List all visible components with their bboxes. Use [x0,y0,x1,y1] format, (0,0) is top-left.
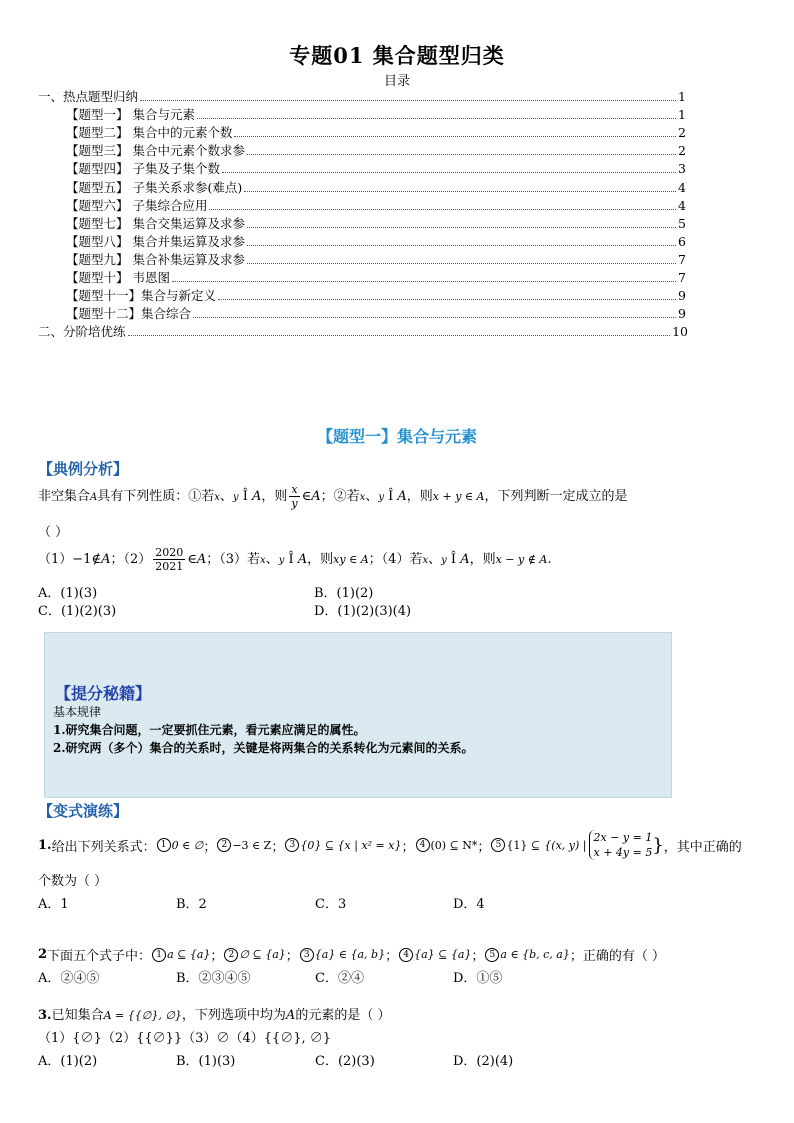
toc-entry-page: 1 [678,107,686,123]
toc-entry[interactable] [66,234,686,250]
example-analysis-heading: 【典例分析】 [38,460,129,478]
toc-entry[interactable] [66,161,686,177]
toc-entry-page: 6 [678,233,686,249]
toc-entry-page: 2 [678,125,686,141]
q2-choice-a: A．②④⑤ [38,971,100,986]
toc-entry-page: 7 [678,270,686,285]
choice-b: B．(1)(2) [314,586,374,601]
page-title: 专题01 集合题型归类 [289,43,505,68]
toc-entry[interactable] [38,324,688,340]
q2-choice-b: B．②③④⑤ [176,971,251,986]
toc-leader-dots [193,317,676,318]
toc-leader-dots [234,136,676,137]
toc-entry-page: 9 [678,288,686,304]
toc-entry-page: 1 [678,89,686,104]
toc-leader-dots [197,118,676,119]
toc-entry-page: 4 [678,197,686,213]
toc-entry-label: 【题型十一】集合与新定义 [66,288,217,304]
toc-heading: 目录 [383,74,410,89]
question-3-options: （1）{∅}（2）{{∅}}（3）∅（4）{{∅}, ∅} [38,1031,332,1046]
q1-choice-c: C．3 [315,897,347,912]
toc-leader-dots [247,227,676,228]
toc-leader-dots [218,299,676,300]
toc-entry-label: 二、分阶培优练 [38,324,126,340]
toc-entry-label: 【题型八】 集合并集运算及求参 [66,233,245,249]
q3-choice-d: D．(2)(4) [453,1054,514,1069]
toc-leader-dots [140,100,676,101]
variant-practice-heading: 【变式演练】 [38,802,129,820]
toc-entry-page: 3 [678,161,686,177]
toc-entry-page: 5 [678,215,686,231]
toc-entry[interactable] [66,306,686,322]
toc-entry[interactable] [66,216,686,232]
toc-entry-label: 【题型十】 韦恩图 [66,270,170,285]
question-1: 1. 给出下列关系式： 1 0 ∈ ∅ ； 2 −3 ∈ Z ； 3 {0} ⊆ {x | x² = x} ； 4 (0) ⊆ N* ； 5 {1} ⊆ {(x, y) | 2x − y = 1 x + 4y = 5 } ，其中正确的 [38,831,742,859]
tips-line-2: 2.研究两（多个）集合的关系时，关键是将两集合的关系转化为元素间的关系。 [53,741,474,755]
q2-choice-c: C．②④ [315,971,364,986]
q1-choice-d: D．4 [453,897,485,912]
toc-entry-label: 【题型七】 集合交集运算及求参 [66,215,245,231]
toc-entry-label: 【题型九】 集合补集运算及求参 [66,251,245,267]
toc-entry-label: 【题型一】 集合与元素 [66,107,195,123]
toc-entry[interactable] [66,198,686,214]
q3-choice-b: B．(1)(3) [176,1054,236,1069]
choice-d: D．(1)(2)(3)(4) [314,604,412,619]
toc-leader-dots [128,335,671,336]
q1-choice-b: B．2 [176,897,207,912]
question-1-line-2: 个数为（ ） [38,874,108,889]
q3-choice-a: A．(1)(2) [38,1054,98,1069]
choice-a: A．(1)(3) [38,586,98,601]
toc-entry-label: 【题型四】 子集及子集个数 [66,161,220,177]
toc-entry-page: 9 [678,306,686,322]
section-heading: 【题型一】集合与元素 [316,427,477,446]
tips-line-1: 1.研究集合问题，一定要抓住元素，看元素应满足的属性。 [53,723,366,737]
toc-entry-label: 【题型六】 子集综合应用 [66,197,208,213]
choice-c: C．(1)(2)(3) [38,604,117,619]
example-question: 非空集合A具有下列性质：①若x、y Î A，则 $\frac{x}{y}$ ∈A；②若x、y Î A，则x + y ∈ A，下列判断一定成立的是 [38,483,628,510]
tips-title: 【提分秘籍】 [55,684,152,703]
q3-choice-c: C．(2)(3) [315,1054,375,1069]
toc-entry-label: 一、热点题型归纳 [38,89,139,104]
q2-choice-d: D．①⑤ [453,971,503,986]
toc-entry-page: 10 [672,324,688,340]
toc-entry[interactable] [66,143,686,159]
toc-entry[interactable] [66,125,686,141]
question-3: 3.已知集合A = {{∅}, ∅}，下列选项中均为A的元素的是（ ） [38,1008,391,1023]
toc-entry-label: 【题型三】 集合中元素个数求参 [66,143,245,159]
q1-choice-a: A．1 [38,897,69,912]
toc-entry[interactable] [66,288,686,304]
tips-subtitle: 基本规律 [53,705,102,719]
question-2: 2 下面五个式子中： 1 a ⊆ {a} ； 2 ∅ ⊆ {a} ； 3 {a} ∈ {a, b} ； 4 {a} ⊆ {a} ； 5 a ∈ {b, c, a} ；正确的有（ ） [38,947,665,964]
tips-box [44,632,672,798]
toc-leader-dots [247,245,676,246]
example-statements: （1）−1∉A；（2） $\frac{2020}{2021}$ ∈A；（3）若x、y Î A，则xy ∈ A；（4）若x、y Î A，则x − y ∉ A. [38,546,552,573]
toc-entry[interactable] [66,180,686,196]
toc-leader-dots [247,263,676,264]
toc-entry-label: 【题型二】 集合中的元素个数 [66,125,233,141]
toc-entry[interactable] [38,89,686,105]
answer-paren: （ ） [38,525,69,540]
toc-entry-label: 【题型五】 子集关系求参(难点) [66,179,243,195]
toc-leader-dots [172,281,676,282]
toc-entry-page: 7 [678,251,686,267]
toc-entry-page: 4 [678,179,686,195]
toc-entry[interactable] [66,107,686,123]
toc-leader-dots [209,209,676,210]
toc-leader-dots [244,191,676,192]
toc-leader-dots [247,154,676,155]
toc-entry-page: 2 [678,143,686,159]
toc-entry[interactable] [66,270,686,286]
toc-leader-dots [222,172,676,173]
toc-entry-label: 【题型十二】集合综合 [66,306,192,322]
toc-entry[interactable] [66,252,686,268]
